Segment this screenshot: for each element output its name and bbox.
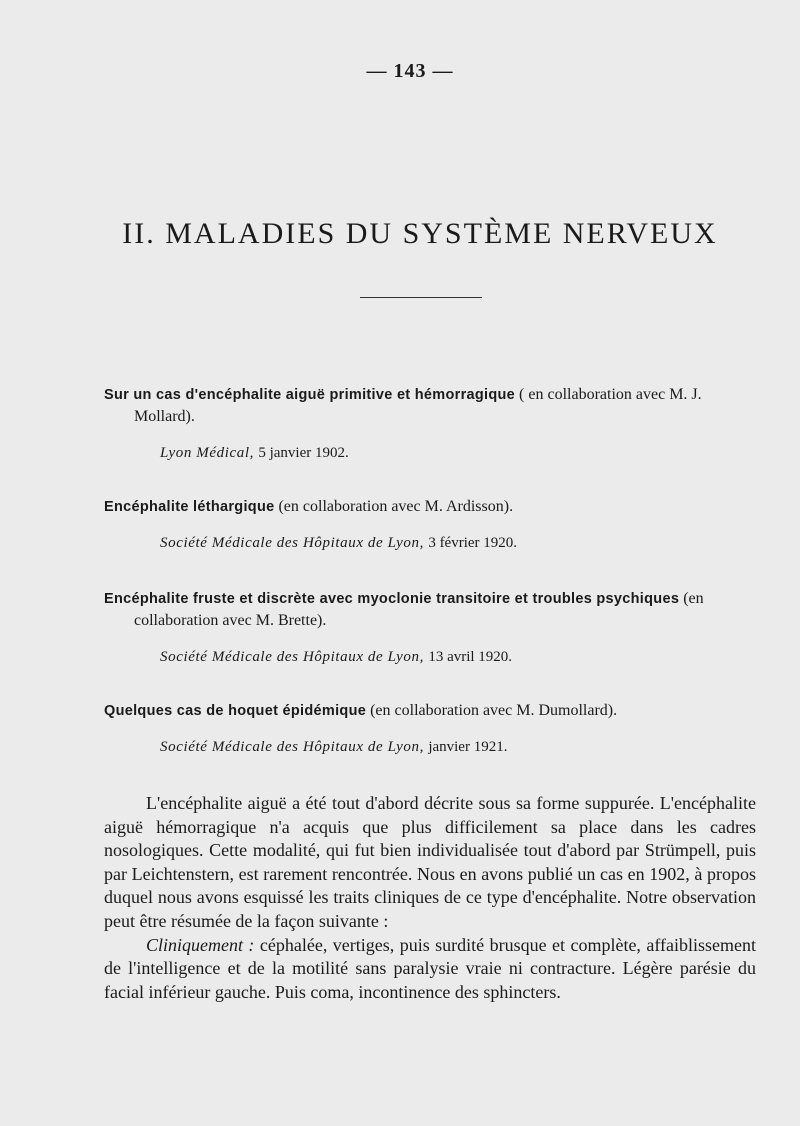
body-paragraph-lead: Cliniquement : (146, 934, 255, 955)
entry-date: 3 février 1920. (428, 535, 518, 551)
entry-journal: Société Médicale des Hôpitaux de Lyon, (160, 739, 424, 755)
entry-date: 5 janvier 1902. (258, 445, 349, 461)
entry-date: janvier 1921. (428, 739, 508, 755)
page-number: — 143 — (366, 60, 454, 82)
body-paragraph: L'encéphalite aiguë a été tout d'abord décrite sous sa forme suppurée. L'encéphalite aiguë hémorragique n'a acquis que plus difficilement sa place dans les cadres nosologiques. Cette modalité, qui fut bien individualisée tout d'abord par Strümpell, puis par Leichtenstern, est rarement rencontrée. Nous en avons publié un cas en 1902, à propos duquel nous avons esquissé les traits cliniques de ce type d'encéphalite. Notre observation peut être résumée de la façon suivante : (104, 793, 756, 931)
title-rule (360, 297, 482, 298)
entry-collaboration: ( en collaboration avec M. J. Mollard). (134, 386, 702, 425)
chapter-title: II. MALADIES DU SYSTÈME NERVEUX (122, 217, 718, 250)
entry-title: Sur un cas d'encéphalite aiguë primitive et hémorragique (104, 387, 516, 403)
entry-source (160, 646, 764, 668)
entry-title: Encéphalite fruste et discrète avec myoclonie transitoire et troubles psychiques (104, 591, 680, 607)
entry-title-line (104, 496, 764, 518)
bibliography-entry (104, 496, 764, 554)
entry-journal: Lyon Médical, (160, 445, 254, 461)
entry-source (160, 532, 764, 554)
entry-source (160, 736, 764, 758)
body-paragraph (104, 934, 756, 1005)
entry-date: 13 avril 1920. (428, 649, 513, 665)
entry-journal: Société Médicale des Hôpitaux de Lyon, (160, 535, 424, 551)
entry-journal: Société Médicale des Hôpitaux de Lyon, (160, 649, 424, 665)
entry-title-line (104, 588, 764, 632)
entry-title: Encéphalite léthargique (104, 499, 275, 515)
body-text (104, 792, 756, 1004)
body-paragraph-text: céphalée, vertiges, puis surdité brusque et complète, affaiblissement de l'intelligence et de la motilité sans paralysie vraie ni contracture. Légère parésie du facial inférieur gauche. Puis coma, incontinence des sphincters. (104, 934, 757, 1002)
entry-collaboration: (en collaboration avec M. Dumollard). (370, 702, 618, 719)
bibliography-entry (104, 588, 764, 668)
entry-collaboration: (en collaboration avec M. Brette). (134, 590, 704, 629)
entry-title-line (104, 700, 764, 722)
bibliography-entry (104, 384, 764, 464)
entry-collaboration: (en collaboration avec M. Ardisson). (278, 498, 514, 515)
bibliography-entry (104, 700, 764, 758)
entry-source (160, 442, 764, 464)
entry-title-line (104, 384, 764, 428)
entry-title: Quelques cas de hoquet épidémique (104, 703, 367, 719)
